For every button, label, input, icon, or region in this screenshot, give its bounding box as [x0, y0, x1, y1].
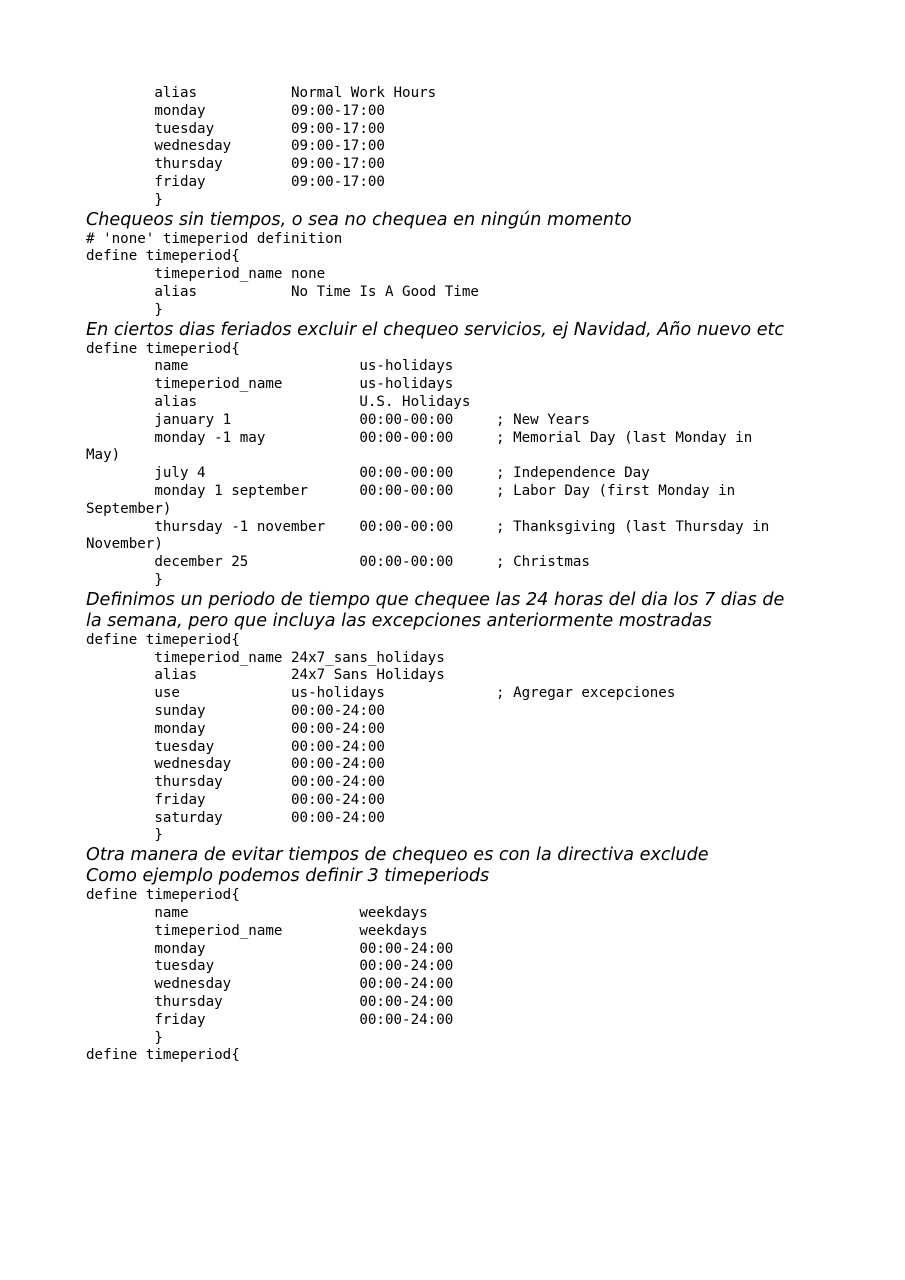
note-24x7-period: Definimos un periodo de tiempo que chequee las 24 horas del dia los 7 dias de la semana, pero que incluya las excepciones anteriormente mostradas — [86, 589, 785, 631]
note-exclude-directive: Otra manera de evitar tiempos de chequeo es con la directiva exclude — [86, 845, 709, 866]
code-block-24x7-sans-holidays: define timeperiod{ timeperiod_name 24x7_sans_holidays alias 24x7 Sans Holidays use us-holidays ; Agregar excepciones sunday 00:00-24:00 monday 00:00-24:00 tuesday 00:00-24:00 wednesday 00:00-24:00 thursday 00:00-24:00 friday 00:00-24:00 saturday 00:00-24:00 } — [86, 631, 676, 844]
code-block-us-holidays: define timeperiod{ name us-holidays timeperiod_name us-holidays alias U.S. Holidays january 1 00:00-00:00 ; New Years monday -1 may 00:00-00:00 ; Memorial Day (last Monday in May) july 4 00:00-00:00 ; Independence Day monday 1 september 00:00-00:00 ; Labor Day (first Monday in September) thursday -1 november 00:00-00:00 ; Thanksgiving (last Thursday in November) december 25 00:00-00:00 ; Christmas } — [86, 340, 770, 588]
code-block-none-timeperiod: # 'none' timeperiod definition define timeperiod{ timeperiod_name none alias No Time Is A Good Time } — [86, 230, 479, 318]
code-block-weekdays: define timeperiod{ name weekdays timeperiod_name weekdays monday 00:00-24:00 tuesday 00:00-24:00 wednesday 00:00-24:00 thursday 00:00-24:00 friday 00:00-24:00 } define timeperiod{ — [86, 887, 454, 1064]
note-none-timeperiod: Chequeos sin tiempos, o sea no chequea en ningún momento — [86, 209, 632, 230]
note-holidays: En ciertos dias feriados excluir el chequeo servicios, ej Navidad, Año nuevo etc — [86, 319, 785, 340]
code-block-work-hours: alias Normal Work Hours monday 09:00-17:00 tuesday 09:00-17:00 wednesday 09:00-17:00 thursday 09:00-17:00 friday 09:00-17:00 } — [154, 85, 437, 208]
document-page — [86, 85, 866, 1065]
note-three-timeperiods: Como ejemplo podemos definir 3 timeperiods — [86, 866, 490, 887]
